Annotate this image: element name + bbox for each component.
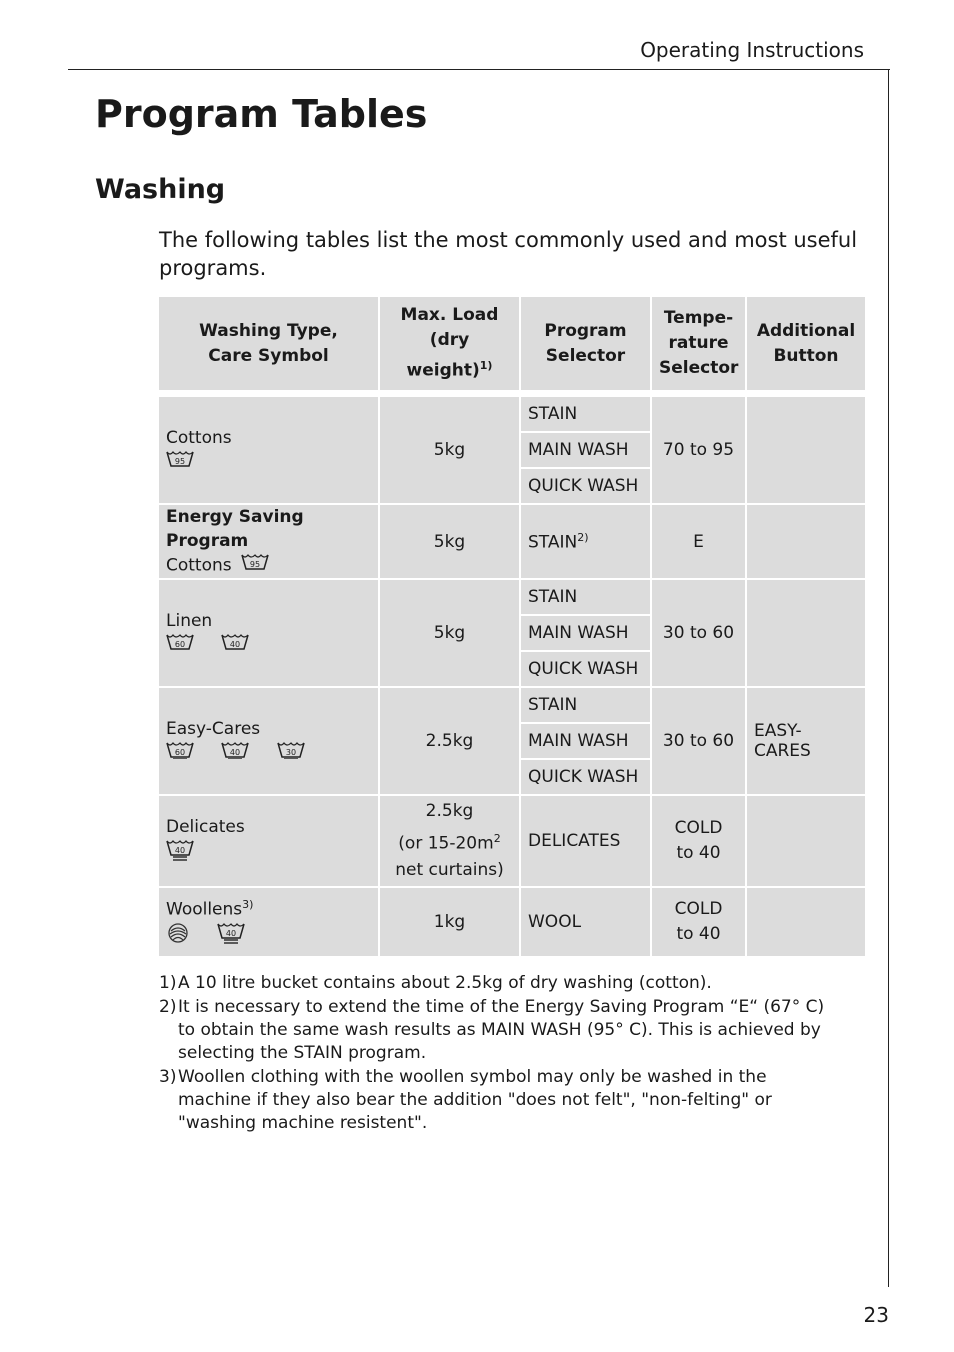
wash-tub-60-icon bbox=[166, 633, 194, 658]
cell-program: QUICK WASH bbox=[521, 760, 650, 794]
page-title: Program Tables bbox=[95, 92, 428, 136]
wash-tub-60-icon bbox=[166, 741, 194, 766]
wash-tub-95-icon bbox=[241, 553, 269, 578]
cell-temperature: 30 to 60 bbox=[652, 580, 745, 686]
cell-washing-type: Cottons 95 bbox=[159, 397, 378, 503]
page-number: 23 bbox=[863, 1303, 889, 1327]
svg-text:40: 40 bbox=[226, 928, 237, 938]
section-title: Washing bbox=[95, 174, 226, 205]
cell-max-load: 5kg bbox=[380, 397, 519, 503]
table-row bbox=[159, 397, 865, 431]
cell-washing-type: Delicates 40 bbox=[159, 796, 378, 886]
cell-additional-button bbox=[747, 397, 865, 503]
table-row bbox=[159, 580, 865, 614]
wash-tub-40-icon bbox=[221, 633, 249, 658]
cell-temperature: COLD to 40 bbox=[652, 888, 745, 956]
cell-max-load: 5kg bbox=[380, 505, 519, 578]
svg-text:60: 60 bbox=[174, 747, 186, 757]
cell-max-load: 2.5kg bbox=[380, 688, 519, 794]
cell-max-load: 1kg bbox=[380, 888, 519, 956]
svg-text:40: 40 bbox=[174, 845, 186, 855]
wash-tub-40-gentle-icon bbox=[166, 839, 194, 868]
cell-temperature: 70 to 95 bbox=[652, 397, 745, 503]
svg-text:95: 95 bbox=[174, 456, 186, 466]
cell-washing-type: Linen 60 40 bbox=[159, 580, 378, 686]
cell-program: QUICK WASH bbox=[521, 469, 650, 503]
header-temperature-selector: Tempe- rature Selector bbox=[652, 297, 745, 390]
program-table bbox=[157, 295, 867, 958]
cell-max-load: 5kg bbox=[380, 580, 519, 686]
cell-program: STAIN bbox=[521, 688, 650, 722]
cell-temperature: 30 to 60 bbox=[652, 688, 745, 794]
cell-program: QUICK WASH bbox=[521, 652, 650, 686]
cell-program: DELICATES bbox=[521, 796, 650, 886]
wool-symbol-icon bbox=[166, 922, 190, 951]
footnote: 3) Woollen clothing with the woollen symbol may only be washed in the machine if they also bear the addition "does not felt", "non-felting" or "washing machine resistent". bbox=[159, 1067, 772, 1133]
cell-additional-button bbox=[747, 505, 865, 578]
cell-program: MAIN WASH bbox=[521, 616, 650, 650]
intro-text: The following tables list the most commonly used and most useful programs. bbox=[159, 228, 858, 280]
cell-temperature: COLD to 40 bbox=[652, 796, 745, 886]
running-header: Operating Instructions bbox=[640, 38, 864, 62]
cell-washing-type: Woollens$^{3)}$ 40 bbox=[159, 888, 378, 956]
cell-washing-type: Easy-Cares 60 40 30 bbox=[159, 688, 378, 794]
svg-text:60: 60 bbox=[174, 639, 186, 649]
cell-additional-button bbox=[747, 796, 865, 886]
header-rule bbox=[68, 69, 890, 70]
header-washing-type: Washing Type, Care Symbol bbox=[159, 297, 378, 390]
cell-program: WOOL bbox=[521, 888, 650, 956]
cell-temperature: E bbox=[652, 505, 745, 578]
table-row bbox=[159, 505, 865, 578]
table-row bbox=[159, 888, 865, 956]
cell-program: STAIN bbox=[521, 580, 650, 614]
footnotes bbox=[159, 972, 839, 1136]
footnote: 1) A 10 litre bucket contains about 2.5kg of dry washing (cotton). bbox=[159, 973, 712, 993]
header-additional-button: Additional Button bbox=[747, 297, 865, 390]
header-max-load: Max. Load (dry weight)$^{1)}$ bbox=[380, 297, 519, 390]
cell-additional-button bbox=[747, 580, 865, 686]
wash-tub-40-gentle-icon bbox=[217, 922, 245, 951]
margin-rule bbox=[888, 69, 889, 1287]
svg-text:40: 40 bbox=[230, 639, 241, 649]
wash-tub-95-icon bbox=[166, 450, 194, 475]
header-program-selector: Program Selector bbox=[521, 297, 650, 390]
cell-additional-button bbox=[747, 888, 865, 956]
table-row bbox=[159, 796, 865, 886]
cell-washing-type: Energy Saving Program Cottons 95 bbox=[159, 505, 378, 578]
footnote: 2) It is necessary to extend the time of the Energy Saving Program “E“ (67° C) to obtain the same wash results as MAIN WASH (95° C). This is achieved by selecting the STAIN program. bbox=[159, 997, 825, 1063]
cell-program: STAIN bbox=[521, 397, 650, 431]
cell-program: MAIN WASH bbox=[521, 724, 650, 758]
wash-tub-40-icon bbox=[221, 741, 249, 766]
svg-text:30: 30 bbox=[285, 747, 296, 757]
cell-program: STAIN$^{2)}$ bbox=[521, 505, 650, 578]
table-header-row bbox=[159, 297, 865, 390]
wash-tub-30-icon bbox=[277, 741, 305, 766]
cell-program: MAIN WASH bbox=[521, 433, 650, 467]
cell-max-load: 2.5kg (or $15-20m^2$ net curtains) bbox=[380, 796, 519, 886]
cell-additional-button: EASY-CARES bbox=[747, 688, 865, 794]
svg-text:95: 95 bbox=[249, 560, 261, 569]
svg-text:40: 40 bbox=[230, 747, 241, 757]
table-row bbox=[159, 688, 865, 722]
